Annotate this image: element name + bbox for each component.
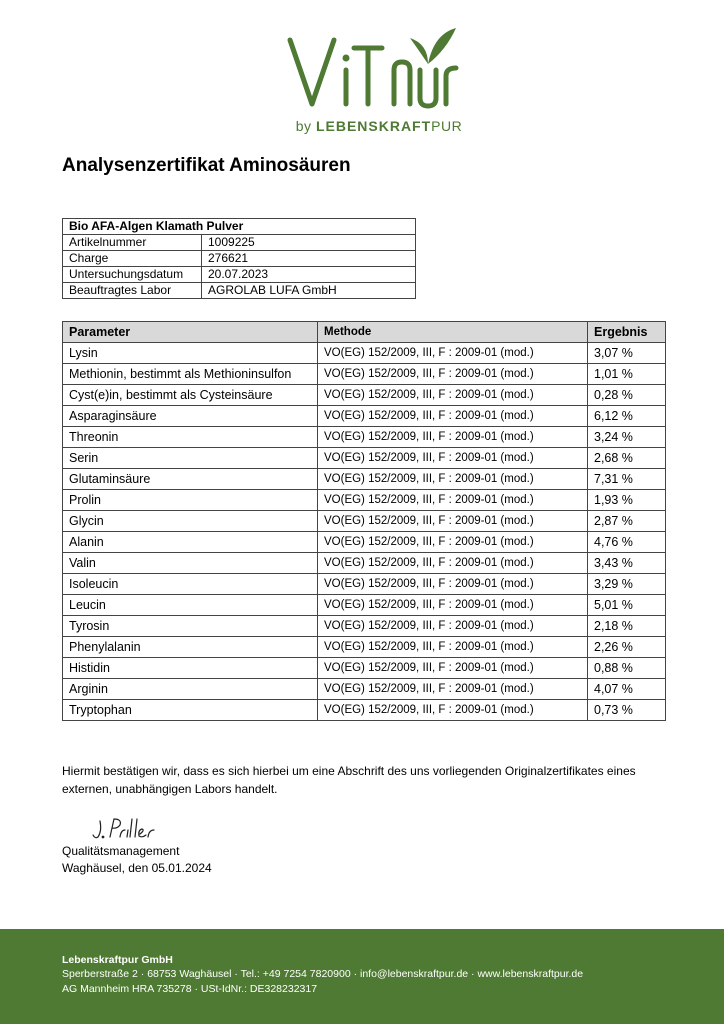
amino-acid-table [62,321,666,721]
method-cell: VO(EG) 152/2009, III, F : 2009-01 (mod.) [318,385,588,406]
product-info-table [62,218,416,299]
table-row [63,532,666,553]
method-cell: VO(EG) 152/2009, III, F : 2009-01 (mod.) [318,511,588,532]
result-cell: 6,12 % [588,406,666,427]
parameter-cell: Serin [63,448,318,469]
product-info-value: 20.07.2023 [202,267,416,283]
parameter-cell: Tryptophan [63,700,318,721]
table-row [63,658,666,679]
result-cell: 0,73 % [588,700,666,721]
vitanur-wordmark [282,18,472,118]
product-info-key: Beauftragtes Labor [63,283,202,299]
signature-block [62,843,212,877]
product-info-row [63,235,416,251]
table-row [63,595,666,616]
result-cell: 5,01 % [588,595,666,616]
method-cell: VO(EG) 152/2009, III, F : 2009-01 (mod.) [318,574,588,595]
parameter-cell: Glutaminsäure [63,469,318,490]
page-title: Analysenzertifikat Aminosäuren [62,155,351,176]
parameter-cell: Threonin [63,427,318,448]
method-cell: VO(EG) 152/2009, III, F : 2009-01 (mod.) [318,700,588,721]
method-cell: VO(EG) 152/2009, III, F : 2009-01 (mod.) [318,469,588,490]
table-row [63,616,666,637]
result-cell: 1,01 % [588,364,666,385]
method-cell: VO(EG) 152/2009, III, F : 2009-01 (mod.) [318,448,588,469]
product-info-key: Artikelnummer [63,235,202,251]
result-cell: 2,68 % [588,448,666,469]
column-header-parameter: Parameter [63,322,318,343]
table-row [63,427,666,448]
result-cell: 0,28 % [588,385,666,406]
parameter-cell: Alanin [63,532,318,553]
footer-company: Lebenskraftpur GmbH [62,954,173,966]
logo-brand-light: PUR [431,118,463,134]
table-row [63,406,666,427]
result-cell: 1,93 % [588,490,666,511]
logo-byline [294,118,464,134]
parameter-cell: Cyst(e)in, bestimmt als Cysteinsäure [63,385,318,406]
product-info-key: Charge [63,251,202,267]
column-header-method: Methode [318,322,588,343]
table-row [63,679,666,700]
parameter-cell: Tyrosin [63,616,318,637]
result-cell: 2,18 % [588,616,666,637]
table-row [63,343,666,364]
table-row [63,637,666,658]
product-info-key: Untersuchungsdatum [63,267,202,283]
method-cell: VO(EG) 152/2009, III, F : 2009-01 (mod.) [318,532,588,553]
result-cell: 4,07 % [588,679,666,700]
result-cell: 0,88 % [588,658,666,679]
method-cell: VO(EG) 152/2009, III, F : 2009-01 (mod.) [318,343,588,364]
signature-role: Qualitätsmanagement [62,844,180,858]
method-cell: VO(EG) 152/2009, III, F : 2009-01 (mod.) [318,364,588,385]
table-row [63,448,666,469]
logo-by: by [295,118,312,134]
column-header-result: Ergebnis [588,322,666,343]
method-cell: VO(EG) 152/2009, III, F : 2009-01 (mod.) [318,553,588,574]
result-cell: 3,29 % [588,574,666,595]
table-row [63,553,666,574]
result-cell: 7,31 % [588,469,666,490]
table-row [63,469,666,490]
result-cell: 3,07 % [588,343,666,364]
parameter-cell: Prolin [63,490,318,511]
parameter-cell: Valin [63,553,318,574]
result-cell: 4,76 % [588,532,666,553]
result-cell: 2,26 % [588,637,666,658]
product-info-value: 1009225 [202,235,416,251]
table-header-row [63,322,666,343]
table-row [63,364,666,385]
certification-note: Hiermit bestätigen wir, dass es sich hierbei um eine Abschrift des uns vorliegenden Originalzertifikates eines externen, unabhängigen Labors handelt. [62,764,636,796]
table-row [63,700,666,721]
footer-address: Sperberstraße 2 · 68753 Waghäusel · Tel.: +49 7254 7820900 · info@lebenskraftpur.de · www.lebenskraftpur.de [62,968,584,980]
product-info-header-row [63,219,416,235]
parameter-cell: Phenylalanin [63,637,318,658]
footer [0,929,724,1024]
method-cell: VO(EG) 152/2009, III, F : 2009-01 (mod.) [318,637,588,658]
method-cell: VO(EG) 152/2009, III, F : 2009-01 (mod.) [318,595,588,616]
logo-brand-bold: LEBENSKRAFT [315,118,432,134]
parameter-cell: Glycin [63,511,318,532]
parameter-cell: Asparaginsäure [63,406,318,427]
parameter-cell: Arginin [63,679,318,700]
method-cell: VO(EG) 152/2009, III, F : 2009-01 (mod.) [318,406,588,427]
footer-register: AG Mannheim HRA 735278 · USt-IdNr.: DE328232317 [62,983,318,995]
method-cell: VO(EG) 152/2009, III, F : 2009-01 (mod.) [318,658,588,679]
product-info-row [63,251,416,267]
parameter-cell: Histidin [63,658,318,679]
product-info-value: 276621 [202,251,416,267]
product-info-row [63,267,416,283]
handwritten-signature [90,815,160,843]
signature-place-date: Waghäusel, den 05.01.2024 [62,861,212,875]
result-cell: 3,43 % [588,553,666,574]
table-row [63,574,666,595]
table-row [63,385,666,406]
parameter-cell: Isoleucin [63,574,318,595]
method-cell: VO(EG) 152/2009, III, F : 2009-01 (mod.) [318,427,588,448]
result-cell: 3,24 % [588,427,666,448]
method-cell: VO(EG) 152/2009, III, F : 2009-01 (mod.) [318,616,588,637]
parameter-cell: Methionin, bestimmt als Methioninsulfon [63,364,318,385]
method-cell: VO(EG) 152/2009, III, F : 2009-01 (mod.) [318,490,588,511]
product-name: Bio AFA-Algen Klamath Pulver [63,219,416,235]
parameter-cell: Lysin [63,343,318,364]
vitanur-logo [282,18,472,138]
table-row [63,511,666,532]
product-info-value: AGROLAB LUFA GmbH [202,283,416,299]
product-info-row [63,283,416,299]
parameter-cell: Leucin [63,595,318,616]
result-cell: 2,87 % [588,511,666,532]
method-cell: VO(EG) 152/2009, III, F : 2009-01 (mod.) [318,679,588,700]
table-row [63,490,666,511]
